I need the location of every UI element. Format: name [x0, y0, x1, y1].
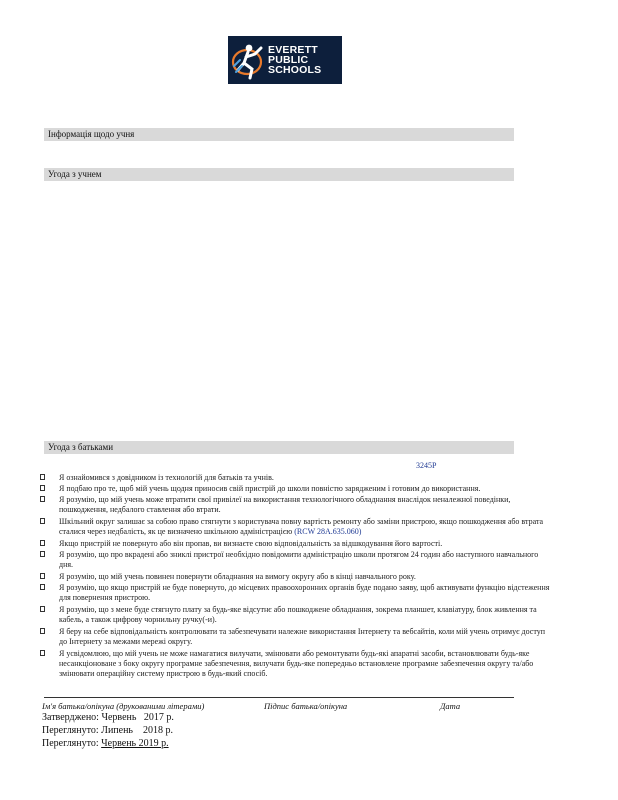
- list-item-text: Я усвідомлюю, що мій учень не може намагатися вилучати, змінювати або ремонтувати будь-які апаратні засоби, встановлювати будь-яке несанкціоноване з боку округу програмне забезпечення, вилучати будь-яке попередньо встановлене програмне забезпечення округу та/або змінювати операційну систему пристрою в будь-який спосіб.: [59, 649, 534, 678]
- list-item-text: Я беру на себе відповідальність контролювати та забезпечувати належне використання Інтернету та вебсайтів, коли мій учень отримує доступ до Інтернету за межами мережі округу.: [59, 627, 545, 646]
- reviewed-label: Переглянуто:: [42, 725, 99, 736]
- checkbox-bullet-icon: [40, 551, 45, 557]
- checkbox-bullet-icon: [40, 628, 45, 634]
- checkbox-bullet-icon: [40, 540, 45, 546]
- logo-wordmark: [268, 45, 321, 75]
- checkbox-bullet-icon: [40, 584, 45, 590]
- list-item-text: Я розумію, що мій учень повинен повернути обладнання на вимогу округу або в кінці навчального року.: [59, 572, 416, 581]
- reviewed-label: Переглянуто:: [42, 738, 99, 749]
- rcw-citation-link[interactable]: (RCW 28A.635.060): [294, 527, 362, 536]
- list-item-text: Я розумію, що з мене буде стягнуто плату за будь-яке відсутнє або пошкоджене обладнання, зокрема планшет, клавіатуру, блок живлення та кабель, а також цифрову чорнильну ручку(-и).: [59, 605, 537, 624]
- list-item-text: Я розумію, що про вкрадені або зниклі пристрої необхідно повідомити адміністрацію школи протягом 24 годин або наступного навчального дня.: [59, 550, 539, 569]
- checkbox-bullet-icon: [40, 474, 45, 480]
- date-label: Дата: [440, 701, 461, 711]
- checkbox-bullet-icon: [40, 650, 45, 656]
- checkbox-bullet-icon: [40, 573, 45, 579]
- approved-line: [42, 712, 174, 724]
- reviewed-date: Липень 2018 р.: [101, 725, 173, 736]
- checkbox-bullet-icon: [40, 606, 45, 612]
- signature-line[interactable]: [44, 697, 514, 698]
- logo-line-3: SCHOOLS: [268, 64, 322, 76]
- runner-figure-icon: [228, 36, 266, 84]
- checkbox-bullet-icon: [40, 485, 45, 491]
- policy-reference: 3245P: [416, 461, 437, 470]
- approved-label: Затверджено:: [42, 712, 99, 723]
- reviewed-line-2: [42, 738, 169, 750]
- student-info-header: Інформація щодо учня: [44, 128, 514, 141]
- student-agreement-header: Угода з учнем: [44, 168, 514, 181]
- list-item-body: Шкільний округ залишає за собою право стягнути з користувача повну вартість ремонту або заміни пристрою, якщо пошкодження або втрата сталися через недбалість, як це визначено шкільною адміністрацією: [59, 517, 544, 536]
- parent-agreement-header: Угода з батьками: [44, 441, 514, 454]
- list-item-text: Якщо пристрій не повернуто або він пропав, ви визнаєте свою відповідальність за відшкодування його вартості.: [59, 539, 443, 548]
- approved-date: Червень 2017 р.: [101, 712, 174, 723]
- parent-name-label: Ім'я батька/опікуна (друкованими літерами): [42, 701, 205, 711]
- reviewed-date: Червень 2019 р.: [101, 738, 169, 749]
- reviewed-line-1: [42, 725, 173, 737]
- checkbox-bullet-icon: [40, 518, 45, 524]
- list-item-text: [59, 517, 554, 537]
- list-item-text: Я розумію, що якщо пристрій не буде повернуто, до місцевих правоохоронних органів буде подано заяву, щоб активувати функцію відстеження для повернення пристрою.: [59, 583, 550, 602]
- parent-signature-label: Підпис батька/опікуна: [264, 701, 348, 711]
- list-item-text: Я ознайомився з довідником із технологій для батьків та учнів.: [59, 473, 274, 482]
- list-item-text: Я розумію, що мій учень може втратити свої привілеї на використання технологічного обладнання внаслідок неналежної поведінки, пошкодження, недбалого ставлення або втрати.: [59, 495, 511, 514]
- checkbox-bullet-icon: [40, 496, 45, 502]
- district-logo: [228, 36, 342, 84]
- logo-line-2: PUBLIC: [268, 54, 309, 66]
- list-item-text: Я подбаю про те, щоб мій учень щодня приносив свій пристрій до школи повністю зарядженим і готовим до використання.: [59, 484, 481, 493]
- logo-line-1: EVERETT: [268, 44, 318, 56]
